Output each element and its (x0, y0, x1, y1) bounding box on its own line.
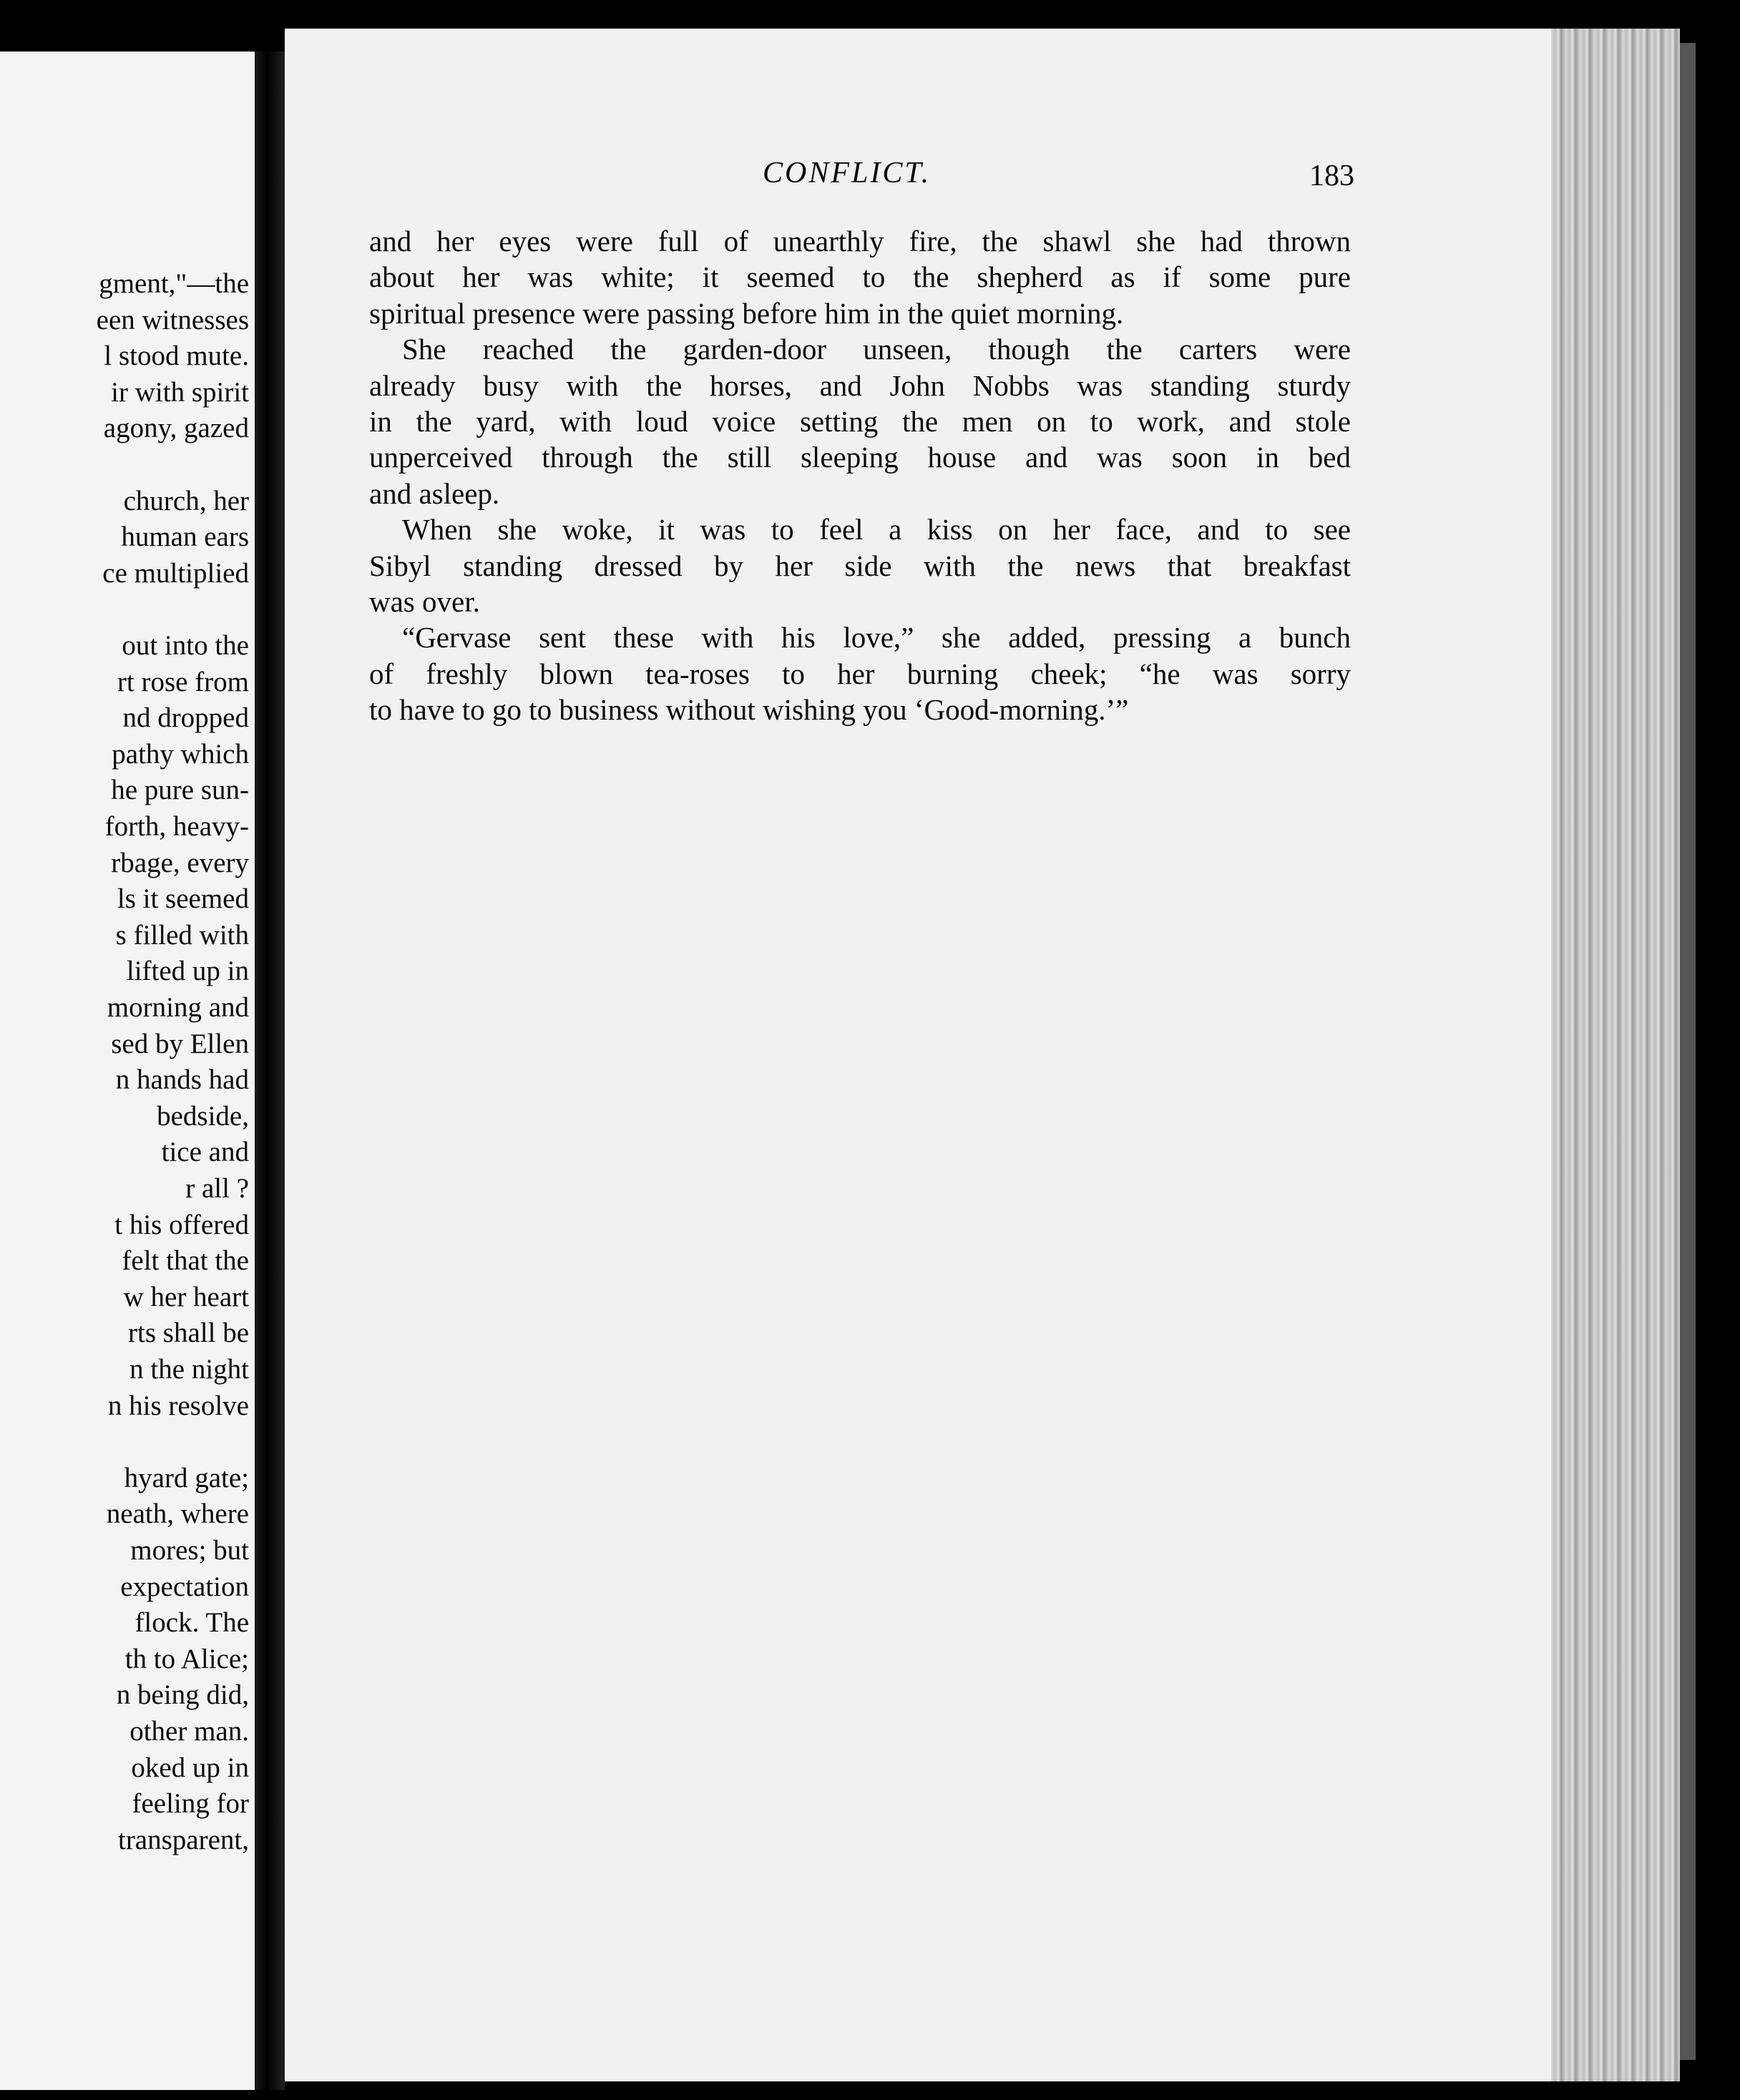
facing-page-line: expectation (120, 1571, 249, 1602)
text-line: and asleep. (369, 476, 500, 510)
facing-page-line: th to Alice; (124, 1643, 249, 1674)
body-text (369, 223, 1351, 727)
facing-page-line: n his resolve (107, 1390, 249, 1421)
facing-page-line: sed by Ellen (111, 1028, 249, 1059)
facing-page-line: morning and (107, 992, 249, 1023)
facing-page-line: nd dropped (122, 702, 249, 734)
running-head: CONFLICT. (763, 157, 932, 190)
facing-page-line: ce multiplied (102, 557, 249, 589)
facing-page-line: pathy which (112, 738, 249, 770)
facing-page-line: he pure sun- (111, 775, 249, 806)
facing-page-line: rts shall be (128, 1318, 249, 1349)
facing-page-line: rbage, every (111, 847, 249, 878)
facing-page-line: bedside, (157, 1100, 249, 1132)
text-line: When she woke, it was to feel a kiss on her face, and to see (402, 513, 1351, 546)
facing-page-left (0, 51, 255, 2090)
facing-page-line: flock. The (135, 1607, 249, 1639)
text-line: She reached the garden-door unseen, though the carters were (402, 333, 1351, 366)
facing-page-line: neath, where (106, 1498, 249, 1530)
page-fore-edge (1551, 29, 1680, 2081)
facing-page-line: other man. (129, 1716, 249, 1747)
facing-page-line: ls it seemed (117, 883, 249, 915)
facing-page-line: l stood mute. (104, 340, 249, 372)
facing-page-line: human ears (121, 521, 249, 553)
page-header (285, 156, 1551, 202)
page-number: 183 (1309, 160, 1354, 192)
text-line: unperceived through the still sleeping house and was soon in bed (369, 441, 1351, 474)
facing-page-line: out into the (122, 630, 249, 661)
text-line: and her eyes were full of unearthly fire, the shawl she had thrown (369, 225, 1351, 257)
facing-page-line: church, her (123, 485, 249, 516)
text-line: Sibyl standing dressed by her side with the news that breakfast (369, 549, 1351, 582)
facing-page-line: een witnesses (96, 304, 249, 335)
facing-page-line: felt that the (122, 1245, 249, 1277)
facing-page-line: feeling for (132, 1788, 249, 1820)
facing-page-line: n being did, (116, 1679, 249, 1711)
facing-page-line: transparent, (117, 1824, 249, 1855)
text-line: to have to go to business without wishing you ‘Good-morning.’” (369, 693, 1129, 727)
text-line: “Gervase sent these with his love,” she added, pressing a bunch (402, 621, 1351, 654)
text-line: was over. (369, 584, 480, 618)
text-line: about her was white; it seemed to the shepherd as if some pure (369, 260, 1351, 294)
facing-page-line: gment,"—the (99, 268, 249, 299)
facing-page-line: s filled with (115, 919, 249, 951)
facing-page-line: tice and (161, 1137, 249, 1168)
facing-page-line: oked up in (131, 1752, 249, 1783)
text-line: in the yard, with loud voice setting the men on to work, and stole (369, 404, 1351, 438)
facing-page-line: lifted up in (126, 956, 249, 987)
text-line: already busy with the horses, and John Nobbs was standing sturdy (369, 368, 1351, 402)
facing-page-line: n hands had (115, 1064, 249, 1096)
facing-page-line: hyard gate; (124, 1462, 249, 1493)
book-page-right (285, 29, 1551, 2081)
text-line: of freshly blown tea-roses to her burning cheek; “he was sorry (369, 657, 1351, 690)
facing-page-line: t his offered (114, 1209, 249, 1240)
text-line: spiritual presence were passing before him in the quiet morning. (369, 296, 1124, 330)
facing-page-line: forth, heavy- (104, 811, 249, 842)
facing-page-line: ir with spirit (111, 376, 249, 408)
page-edge-shadow (1680, 43, 1696, 2060)
facing-page-line: agony, gazed (103, 413, 249, 444)
facing-page-line: mores; but (130, 1535, 249, 1566)
book-gutter (255, 51, 285, 2090)
facing-page-line: r all ? (185, 1173, 249, 1204)
facing-page-line: w her heart (123, 1281, 249, 1312)
facing-page-line: n the night (129, 1354, 249, 1385)
facing-page-line: rt rose from (117, 666, 249, 697)
